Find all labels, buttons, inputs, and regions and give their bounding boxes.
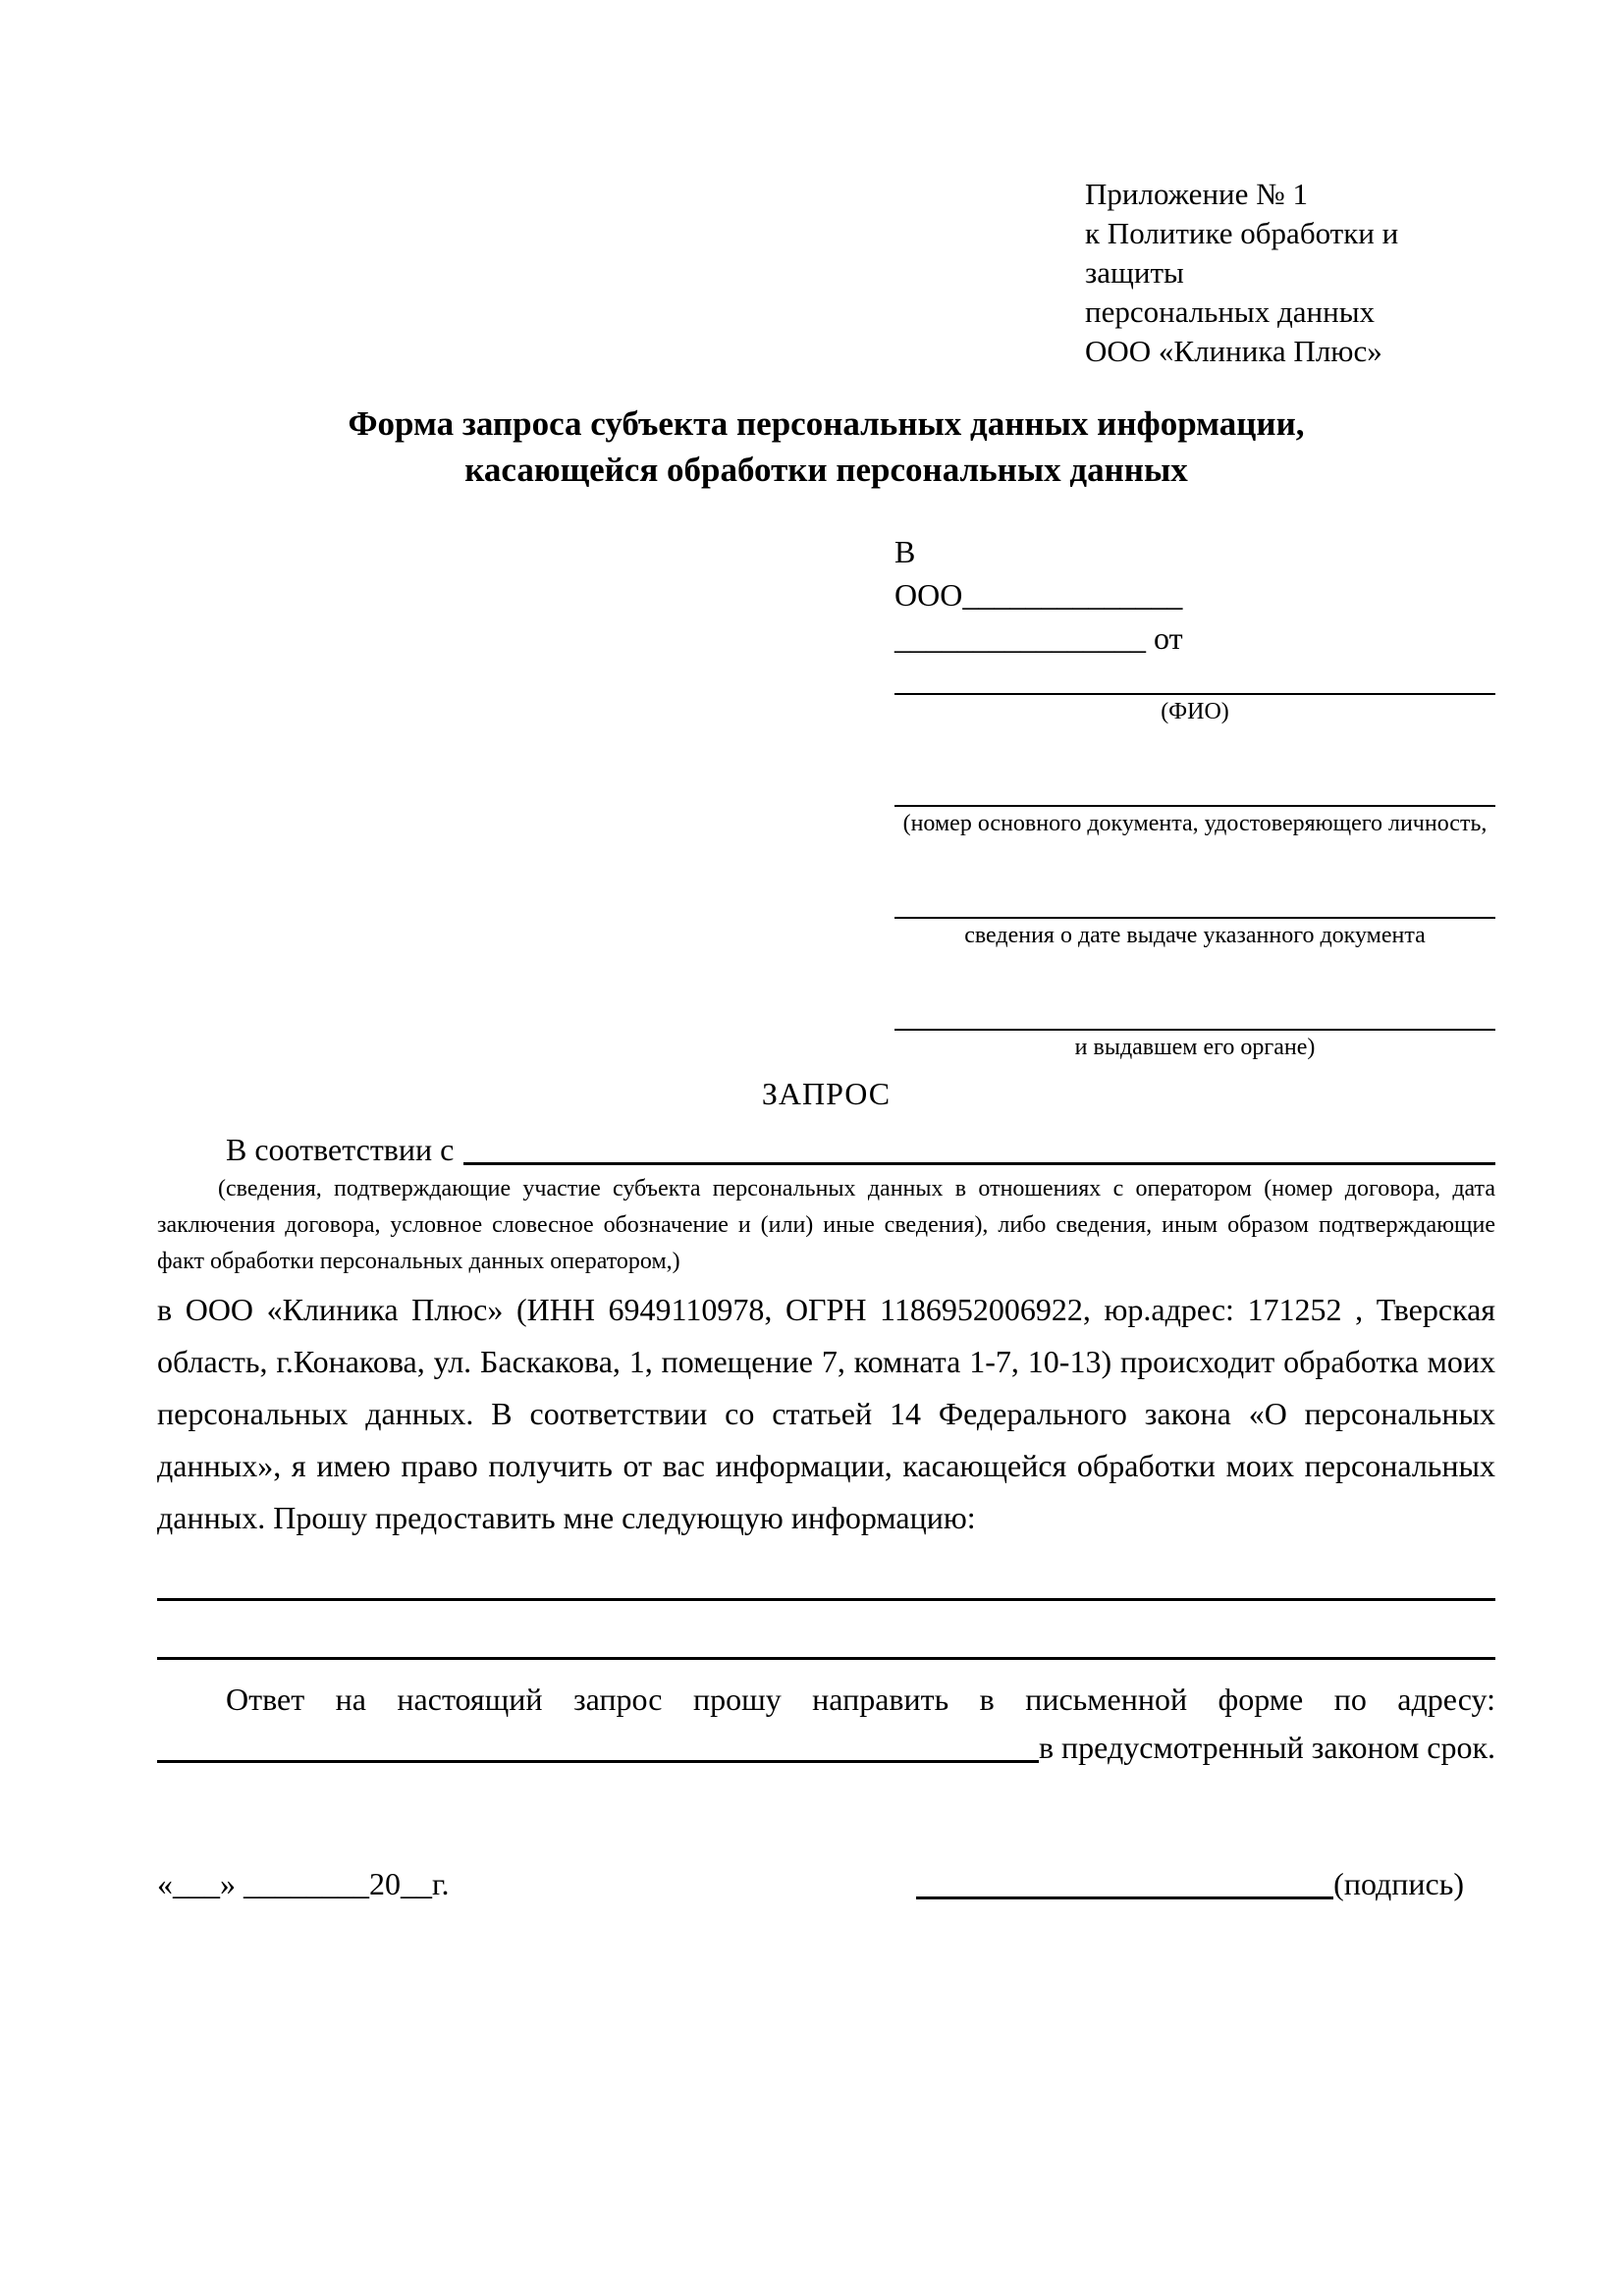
appendix-header-line: ООО «Клиника Плюс» bbox=[1085, 334, 1382, 368]
request-footnote: (сведения, подтверждающие участие субъекта персональных данных в отношениях с оператором (номер договора, дата заключения договора, условное словесное обозначение и (или) иные сведения), либо сведения, иным образом подтверждающие факт обработки персональных данных оператором,) bbox=[157, 1176, 1495, 1274]
document-number-caption: (номер основного документа, удостоверяющего личность, bbox=[902, 811, 1488, 836]
information-blank-line bbox=[157, 1544, 1495, 1601]
signature-blank-line bbox=[916, 1896, 1333, 1899]
document-title bbox=[157, 400, 1495, 493]
signature-row bbox=[157, 1862, 1495, 1905]
issue-date-field-line bbox=[894, 883, 1495, 919]
document-title-line: Форма запроса субъекта персональных данных информации, bbox=[348, 404, 1305, 443]
information-blank-line bbox=[157, 1601, 1495, 1660]
appendix-header-line: Приложение № 1 bbox=[1085, 177, 1308, 211]
addressee-ooo-blank: ООО______________ bbox=[894, 577, 1183, 613]
request-intro-row bbox=[157, 1128, 1495, 1171]
fio-field-line bbox=[894, 660, 1495, 695]
request-basis-blank-line bbox=[463, 1162, 1495, 1165]
addressee-to-label: В bbox=[894, 534, 916, 569]
issuer-field-line bbox=[894, 995, 1495, 1031]
appendix-header-line: к Политике обработки и защиты bbox=[1085, 216, 1399, 290]
issuer-caption: и выдавшем его органе) bbox=[1074, 1035, 1316, 1060]
response-address-sentence: Ответ на настоящий запрос прошу направить в письменной форме по адресу: bbox=[226, 1682, 1495, 1717]
response-term-text: в предусмотренный законом срок. bbox=[1038, 1730, 1495, 1765]
fio-caption: (ФИО) bbox=[1161, 699, 1229, 724]
signature-group bbox=[916, 1862, 1464, 1905]
request-body-paragraph: в ООО «Клиника Плюс» (ИНН 6949110978, ОГРН 1186952006922, юр.адрес: 171252 , Тверская область, г.Конакова, ул. Баскакова, 1, помещение 7, комната 1-7, 10-13) происходит обработка моих персональных данных. В соответствии со статьей 14 Федерального закона «О персональных данных», я имею право получить от вас информации, касающейся обработки моих персональных данных. Прошу предоставить мне следующую информацию: bbox=[157, 1292, 1495, 1535]
response-address-row bbox=[157, 1726, 1495, 1769]
document-title-line: касающейся обработки персональных данных bbox=[464, 451, 1188, 489]
appendix-header bbox=[1085, 175, 1495, 371]
response-address-blank-line bbox=[157, 1760, 1039, 1763]
addressee-from-blank: ________________ от bbox=[894, 620, 1183, 656]
appendix-header-line: персональных данных bbox=[1085, 294, 1376, 329]
addressee-block bbox=[894, 530, 1495, 1062]
issue-date-caption: сведения о дате выдаче указанного документа bbox=[964, 923, 1426, 948]
request-heading: ЗАПРОС bbox=[761, 1076, 892, 1111]
request-intro-label: В соответствии с bbox=[226, 1132, 455, 1167]
signature-caption: (подпись) bbox=[1333, 1866, 1464, 1901]
document-number-field-line bbox=[894, 772, 1495, 807]
date-blank-template: «___» ________20__г. bbox=[157, 1866, 450, 1901]
